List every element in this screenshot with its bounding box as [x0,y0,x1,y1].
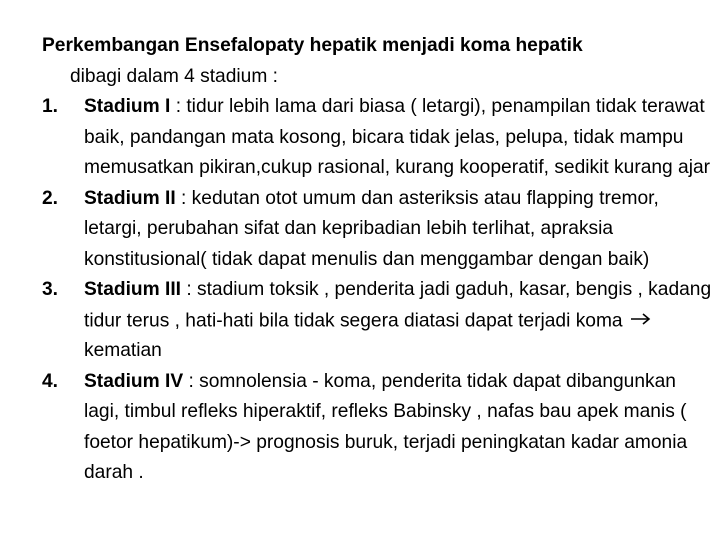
stage-description-end: kematian [84,340,162,362]
stage-number: 2. [42,187,59,209]
stage-title: Stadium II [84,187,176,209]
stage-item-4 [42,367,714,489]
stage-description: : somnolensia - koma, penderita tidak dapat dibangunkan lagi, timbul refleks hiperaktif, refleks Babinsky , nafas bau apek manis ( foetor hepatikum)-> prognosis buruk, terjadi peningkatan kadar amonia darah . [84,370,688,484]
intro-subtitle: dibagi dalam 4 stadium : [70,65,278,87]
stage-description: : kedutan otot umum dan asteriksis atau flapping tremor, letargi, perubahan sifat dan kepribadian lebih terlihat, apraksia konstitusional( tidak dapat menulis dan menggambar dengan baik) [84,187,659,270]
arrow-right-icon [630,306,652,337]
stage-description: : tidur lebih lama dari biasa ( letargi), penampilan tidak terawat baik, pandangan mata kosong, bicara tidak jelas, pelupa, tidak mampu memusatkan pikiran,cukup rasional, kurang kooperatif, sedikit kurang ajar [84,96,711,178]
stage-item-1 [42,92,714,184]
intro-title: Perkembangan Ensefalopaty hepatik menjadi koma hepatik [42,35,583,56]
stage-title: Stadium IV [84,370,184,392]
stage-title: Stadium I [84,96,171,117]
stage-number: 4. [42,370,59,392]
stage-description: : stadium toksik , penderita jadi gaduh, kasar, bengis , kadang tidur terus , hati-hati bila tidak segera diatasi dapat terjadi koma [84,279,712,331]
stage-item-2 [42,184,714,276]
slide-content [42,31,714,489]
stage-title: Stadium III [84,279,182,300]
stage-number: 3. [42,279,59,300]
stage-number: 1. [42,96,59,117]
stage-item-3 [42,275,714,367]
